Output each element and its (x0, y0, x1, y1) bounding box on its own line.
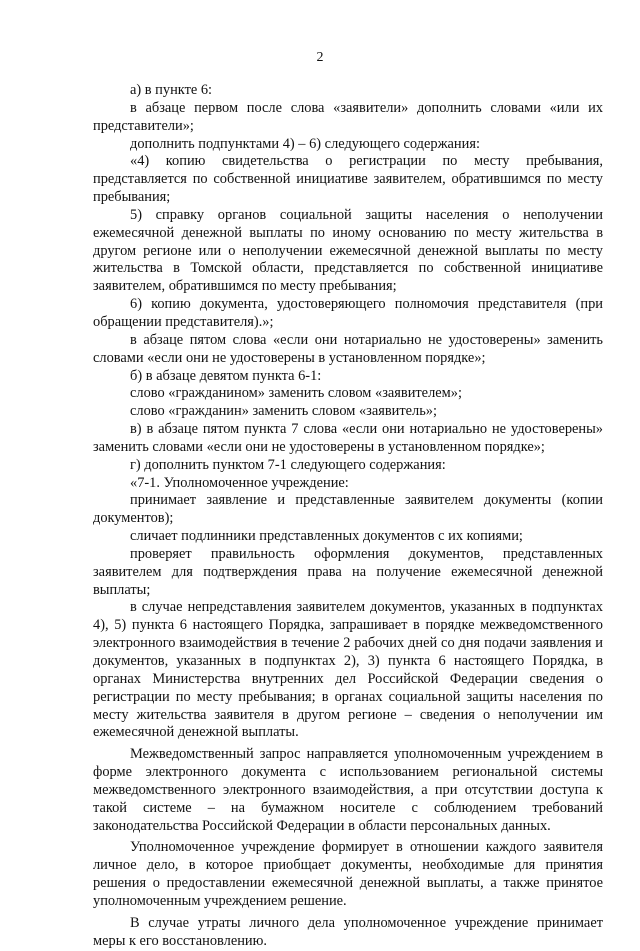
paragraph: принимает заявление и представленные заявителем документы (копии документов); (93, 492, 603, 527)
paragraph: «7-1. Уполномоченное учреждение: (130, 474, 349, 491)
paragraph: проверяет правильность оформления документов, представленных заявителем для подтверждения права на получение ежемесячной денежной выплаты; (93, 545, 603, 598)
paragraph-a: а) в пункте 6: (130, 82, 213, 98)
paragraph: слово «гражданин» заменить словом «заявитель»; (130, 403, 437, 420)
paragraph: В случае утраты личного дела уполномоченное учреждение принимает меры к его восстановлению. (93, 914, 603, 949)
paragraph: 5) справку органов социальной защиты населения о неполучении ежемесячной денежной выплаты по иному основанию по месту жительства в другом регионе или о неполучении ежемесячной денежной выплаты по месту жительства в Томской области, представляется по собственной инициативе заявителем, обратившимся по месту пребывания; (93, 206, 603, 295)
paragraph: Межведомственный запрос направляется уполномоченным учреждением в форме электронного документа с использованием региональной системы межведомственного электронного взаимодействия, а при отсутствии доступа к такой системе – на бумажном носителе с соблюдением требований законодательства Российской Федерации в области персональных данных. (93, 746, 603, 834)
paragraph: сличает подлинники представленных документов с их копиями; (130, 528, 523, 545)
paragraph: в абзаце первом после слова «заявители» дополнить словами «или их представители»; (93, 99, 603, 134)
paragraph: дополнить подпунктами 4) – 6) следующего содержания: (130, 135, 480, 152)
paragraph: «4) копию свидетельства о регистрации по месту пребывания, представляется по собственной инициативе заявителем, обратившимся по месту пребывания; (93, 153, 603, 206)
paragraph: 6) копию документа, удостоверяющего полномочия представителя (при обращении представителя).»; (93, 296, 603, 330)
paragraph-v: в) в абзаце пятом пункта 7 слова «если они нотариально не удостоверены» заменить словами «если они не удостоверены в установленном порядке»; (93, 421, 603, 455)
paragraph-g: г) дополнить пунктом 7-1 следующего содержания: (130, 456, 446, 473)
paragraph-b: б) в абзаце девятом пункта 6-1: (130, 367, 322, 384)
paragraph: в случае непредставления заявителем документов, указанных в подпунктах 4), 5) пункта 6 настоящего Порядка, запрашивает в порядке межведомственного электронного взаимодействия в течение 2 рабочих дней со дня подачи заявления и документов, указанных в подпунктах 2), 3) пункта 6 настоящего Порядка, в органах Министерства внутренних дел Российской Федерации сведения о регистрации по месту пребывания; в органах социальной защиты населения по месту жительства заявителя в другом регионе – сведения о неполучении им ежемесячной денежной выплаты. (93, 599, 603, 741)
page-number: 2 (316, 50, 324, 65)
paragraph: в абзаце пятом слова «если они нотариально не удостоверены» заменить словами «если они не удостоверены в установленном порядке»; (93, 331, 603, 366)
paragraph: слово «гражданином» заменить словом «заявителем»; (130, 385, 462, 402)
paragraph: Уполномоченное учреждение формирует в отношении каждого заявителя личное дело, в которое приобщает документы, необходимые для принятия решения о предоставлении ежемесячной денежной выплаты, а также принятое уполномоченным учреждением решение. (93, 839, 603, 909)
document-body (93, 82, 603, 951)
